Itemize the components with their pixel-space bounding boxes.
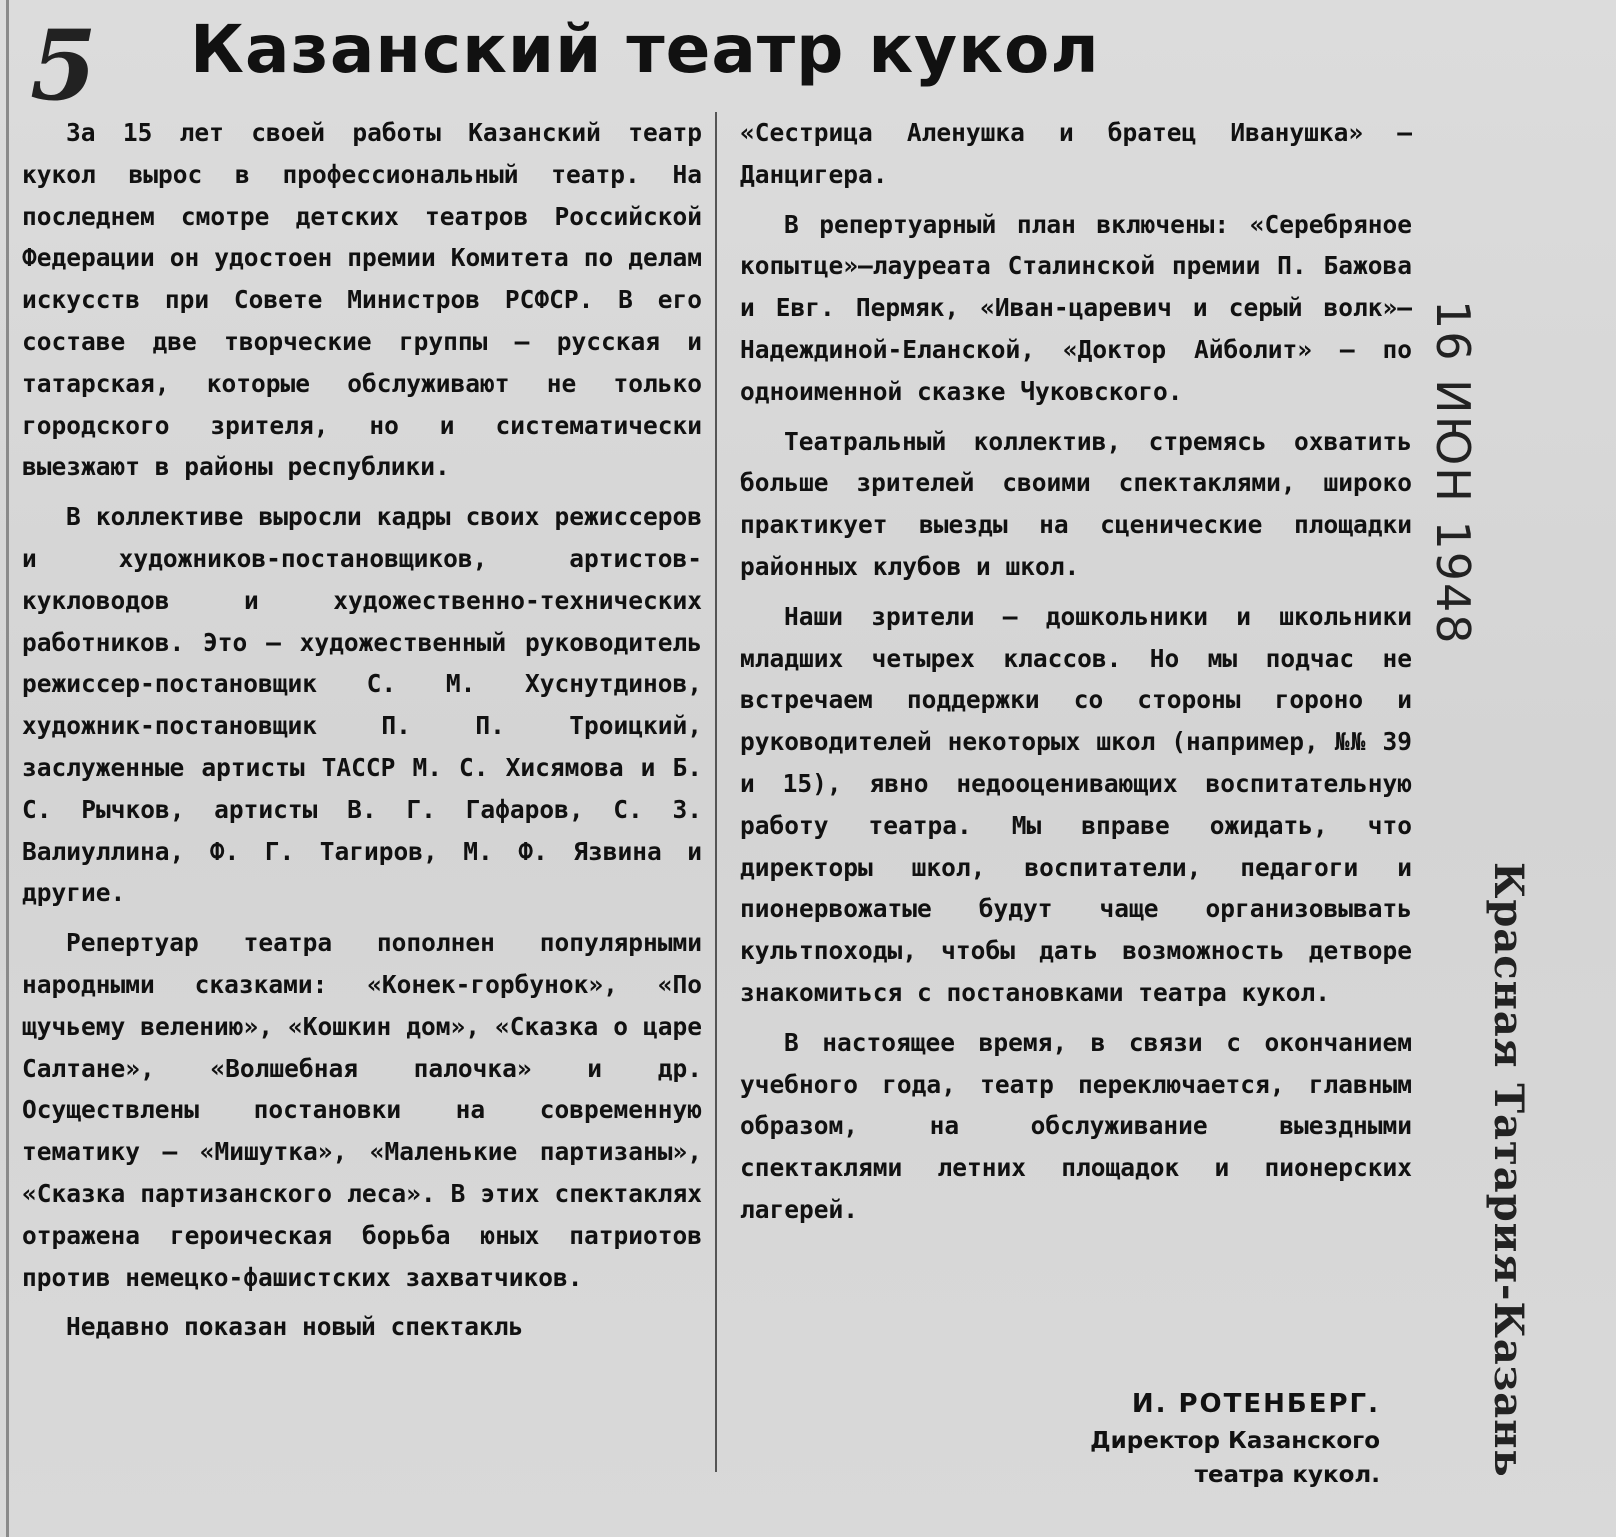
paragraph: В репертуарный план включены: «Серебряное копытце»—лауреата Сталинской премии П. Бажова и Евг. Пермяк, «Иван-царевич и серый волк»—Надеждиной-Еланской, «Доктор Айболит» — по одноименной сказке Чуковского. — [740, 209, 1412, 406]
author-name: И. РОТЕНБЕРГ. — [1131, 1389, 1380, 1419]
right-column — [740, 112, 1412, 1239]
handwritten-number: 5 — [30, 9, 97, 122]
paragraph: За 15 лет своей работы Казанский театр кукол вырос в профессиональный театр. На последнем смотре детских театров Российской Федерации он удостоен премии Комитета по делам искусств при Совете Министров РСФСР. В его составе две творческие группы — русская и татарская, которые обслуживают не только городского зрителя, но и систематически выезжают в районы республики. — [22, 118, 702, 482]
article-title: Казанский театр кукол — [190, 11, 1100, 88]
newspaper-source: Красная Татария-Казань — [1485, 862, 1532, 1478]
paragraph: «Сестрица Аленушка и братец Иванушка» — Данцигера. — [740, 118, 1412, 189]
date-stamp: 16 ИЮН 1948 — [1426, 300, 1480, 646]
paragraph: Театральный коллектив, стремясь охватить больше зрителей своими спектаклями, широко практикует выезды на сценические площадки районных клубов и школ. — [740, 426, 1412, 581]
author-role: Директор Казанского — [1090, 1428, 1380, 1454]
paragraph: Репертуар театра пополнен популярными народными сказками: «Конек-горбунок», «По щучьему велению», «Кошкин дом», «Сказка о царе Салтане», «Волшебная палочка» и др. Осуществлены постановки на современную тематику — «Мишутка», «Маленькие партизаны», «Сказка партизанского леса». В этих спектаклях отражена героическая борьба юных патриотов против немецко-фашистских захватчиков. — [22, 928, 702, 1292]
author-signature — [1040, 1384, 1380, 1492]
paragraph: Недавно показан новый спектакль — [66, 1312, 524, 1342]
left-column — [22, 112, 702, 1356]
column-divider — [715, 112, 717, 1472]
paragraph: В коллективе выросли кадры своих режиссеров и художников-постановщиков, артистов-кукловодов и художественно-технических работников. Это — художественный руководитель режиссер-постановщик С. М. Хуснутдинов, художник-постановщик П. П. Троицкий, заслуженные артисты ТАССР М. С. Хисямова и Б. С. Рычков, артисты В. Г. Гафаров, С. З. Валиуллина, Ф. Г. Тагиров, М. Ф. Язвина и другие. — [22, 502, 702, 908]
paragraph: В настоящее время, в связи с окончанием учебного года, театр переключается, главным образом, на обслуживание выездными спектаклями летних площадок и пионерских лагерей. — [740, 1027, 1412, 1224]
author-role: театра кукол. — [1194, 1462, 1380, 1488]
paragraph: Наши зрители — дошкольники и школьники младших четырех классов. Но мы подчас не встречаем поддержки со стороны гороно и руководителей некоторых школ (например, №№ 39 и 15), явно недооценивающих воспитательную работу театра. Мы вправе ожидать, что директоры школ, воспитатели, педагоги и пионервожатые будут чаще организовывать культпоходы, чтобы дать возможность детворе знакомиться с постановками театра кукол. — [740, 601, 1412, 1007]
